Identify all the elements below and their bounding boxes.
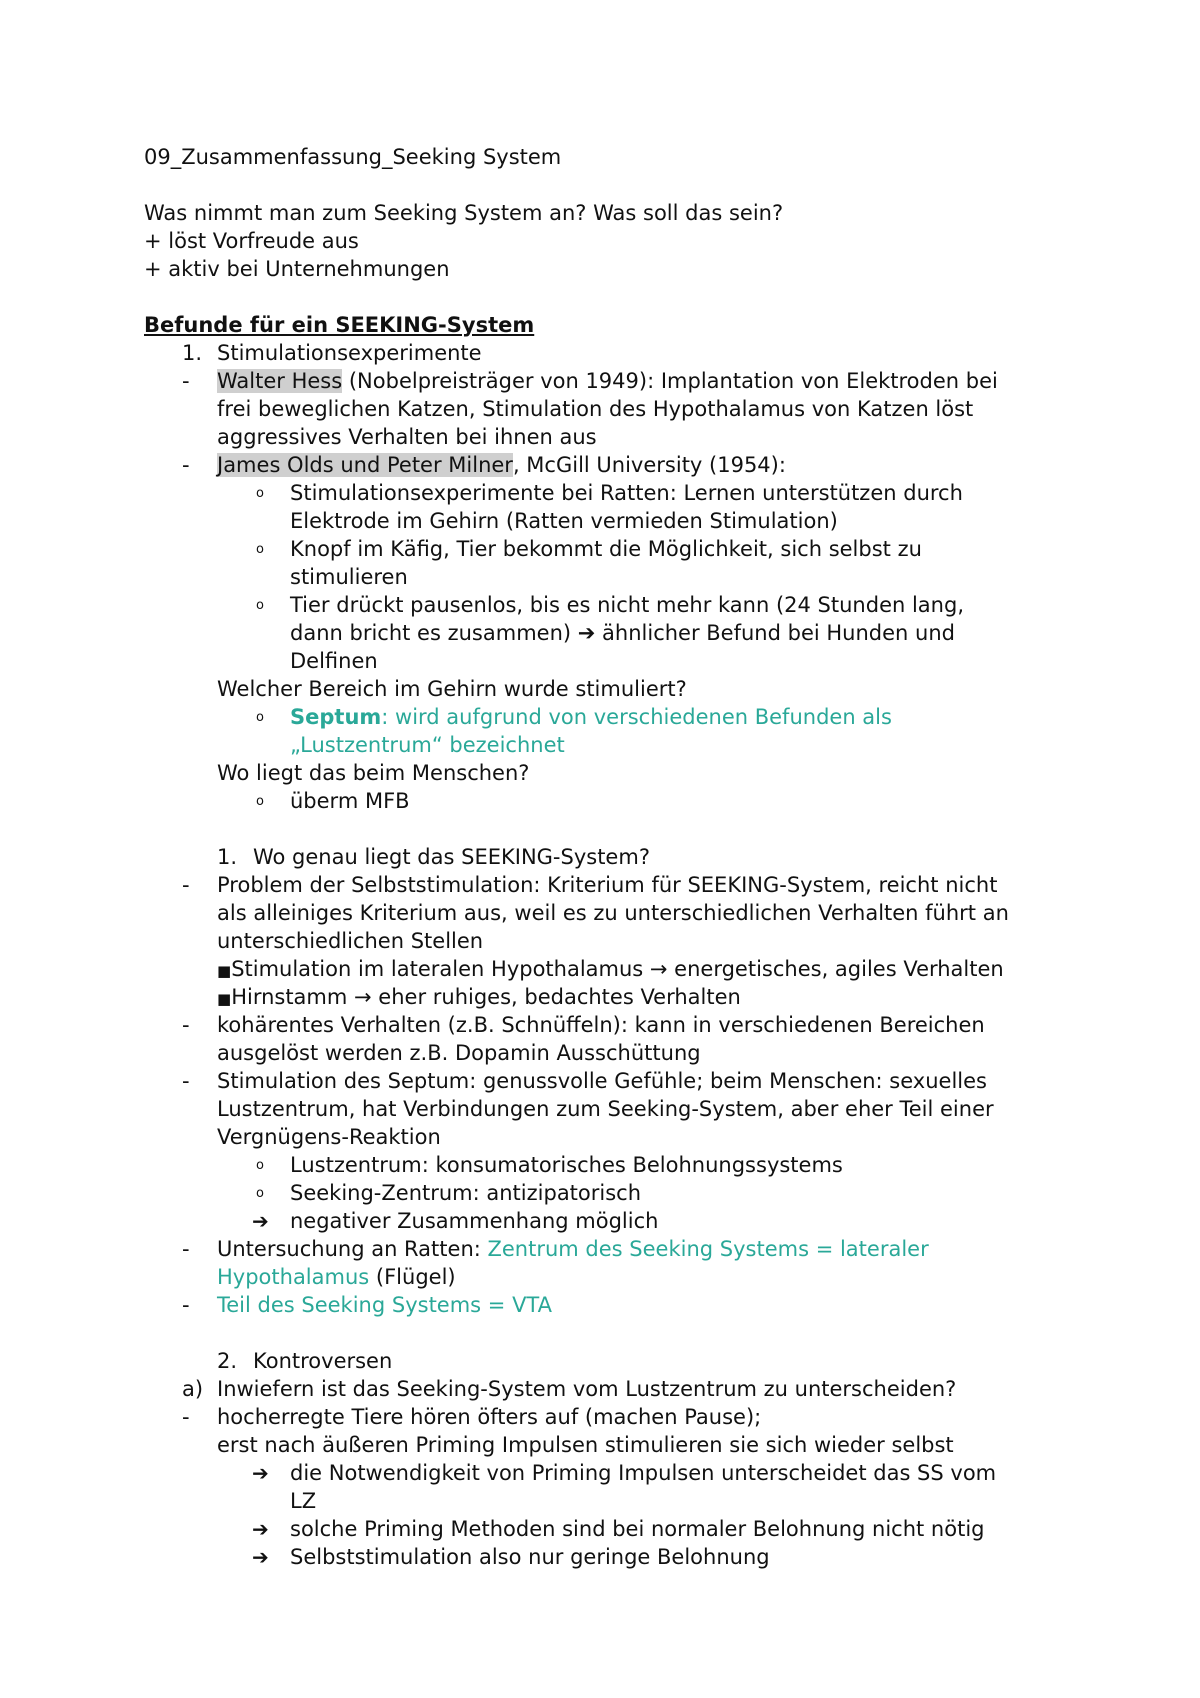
- dash-bullet: -: [182, 369, 190, 393]
- mfb-item: überm MFB: [290, 789, 410, 813]
- circle-bullet: o: [256, 486, 264, 501]
- erregt-line-1: hocherregte Tiere hören öfters auf (machen Pause);: [217, 1405, 762, 1429]
- sub-item-3-line-2: dann bricht es zusammen) ➔ ähnlicher Befund bei Hunden und: [290, 621, 955, 645]
- circle-bullet: o: [256, 542, 264, 557]
- square-item-2: ■Hirnstamm → eher ruhiges, bedachtes Verhalten: [217, 985, 741, 1009]
- square-bullet-icon: ■: [217, 962, 232, 980]
- intro-point-1: + löst Vorfreude aus: [144, 229, 359, 253]
- alpha-label: a): [182, 1377, 204, 1401]
- erregt-line-2: erst nach äußeren Priming Impulsen stimulieren sie sich wieder selbst: [217, 1433, 954, 1457]
- question-a: Inwiefern ist das Seeking-System vom Lustzentrum zu unterscheiden?: [217, 1377, 957, 1401]
- arrow-icon: ➔: [577, 621, 596, 645]
- olds-line-1: James Olds und Peter Milner, McGill University (1954):: [217, 453, 786, 477]
- ratten-line-2: Hypothalamus (Flügel): [217, 1265, 456, 1289]
- dash-bullet: -: [182, 453, 190, 477]
- question-human: Wo liegt das beim Menschen?: [217, 761, 530, 785]
- septum-stim-line-3: Vergnügens-Reaktion: [217, 1125, 441, 1149]
- priming-line-2: LZ: [290, 1489, 317, 1513]
- list-number: 2.: [217, 1349, 238, 1373]
- intro-question: Was nimmt man zum Seeking System an? Was soll das sein?: [144, 201, 784, 225]
- lustzentrum-item: Lustzentrum: konsumatorisches Belohnungssystems: [290, 1153, 843, 1177]
- sub-item-1-line-1: Stimulationsexperimente bei Ratten: Lernen unterstützen durch: [290, 481, 963, 505]
- list-number: 1.: [182, 341, 203, 365]
- septum-line-1: Septum: wird aufgrund von verschiedenen Befunden als: [290, 705, 892, 729]
- dash-bullet: -: [182, 1293, 190, 1317]
- dash-bullet: -: [182, 1405, 190, 1429]
- section-heading-befunde: Befunde für ein SEEKING-System: [144, 313, 535, 337]
- problem-line-2: als alleiniges Kriterium aus, weil es zu unterschiedlichen Verhalten führt an: [217, 901, 1009, 925]
- list-item-stimulationsexperimente: Stimulationsexperimente: [217, 341, 482, 365]
- vta-line: Teil des Seeking Systems = VTA: [217, 1293, 552, 1317]
- arrow-icon: ➔: [252, 1545, 269, 1569]
- septum-stim-line-2: Lustzentrum, hat Verbindungen zum Seeking-System, aber eher Teil einer: [217, 1097, 994, 1121]
- seeking-zentrum-item: Seeking-Zentrum: antizipatorisch: [290, 1181, 642, 1205]
- square-item-1: ■Stimulation im lateralen Hypothalamus → energetisches, agiles Verhalten: [217, 957, 1004, 981]
- arrow-icon: ➔: [252, 1461, 269, 1485]
- circle-bullet: o: [256, 794, 264, 809]
- circle-bullet: o: [256, 710, 264, 725]
- circle-bullet: o: [256, 1186, 264, 1201]
- sub-item-3-line-3: Delfinen: [290, 649, 378, 673]
- hess-line-1: Walter Hess (Nobelpreisträger von 1949): Implantation von Elektroden bei: [217, 369, 998, 393]
- ratten-line-1: Untersuchung an Ratten: Zentrum des Seeking Systems = lateraler: [217, 1237, 929, 1261]
- document-title: 09_Zusammenfassung_Seeking System: [144, 145, 562, 169]
- section-heading-wo-genau: Wo genau liegt das SEEKING-System?: [253, 845, 650, 869]
- hess-line-3: aggressives Verhalten bei ihnen aus: [217, 425, 597, 449]
- arrow-icon: ➔: [252, 1517, 269, 1541]
- arrow-item-negativ: negativer Zusammenhang möglich: [290, 1209, 659, 1233]
- highlight-walter-hess: Walter Hess: [217, 369, 343, 393]
- dash-bullet: -: [182, 1069, 190, 1093]
- coherent-line-1: kohärentes Verhalten (z.B. Schnüffeln): kann in verschiedenen Bereichen: [217, 1013, 985, 1037]
- septum-term: Septum: [290, 705, 382, 729]
- highlight-olds-milner: James Olds und Peter Milner: [217, 453, 513, 477]
- selbststimulation-line: Selbststimulation also nur geringe Belohnung: [290, 1545, 770, 1569]
- sub-item-2-line-1: Knopf im Käfig, Tier bekommt die Möglichkeit, sich selbst zu: [290, 537, 922, 561]
- circle-bullet: o: [256, 598, 264, 613]
- arrow-icon: ➔: [252, 1209, 269, 1233]
- problem-line-3: unterschiedlichen Stellen: [217, 929, 484, 953]
- dash-bullet: -: [182, 1237, 190, 1261]
- intro-point-2: + aktiv bei Unternehmungen: [144, 257, 450, 281]
- priming-line-1: die Notwendigkeit von Priming Impulsen unterscheidet das SS vom: [290, 1461, 997, 1485]
- septum-line-2: „Lustzentrum“ bezeichnet: [290, 733, 565, 757]
- coherent-line-2: ausgelöst werden z.B. Dopamin Ausschüttung: [217, 1041, 701, 1065]
- question-area: Welcher Bereich im Gehirn wurde stimuliert?: [217, 677, 687, 701]
- problem-line-1: Problem der Selbststimulation: Kriterium für SEEKING-System, reicht nicht: [217, 873, 998, 897]
- section-heading-kontroversen: Kontroversen: [253, 1349, 393, 1373]
- hess-line-2: frei beweglichen Katzen, Stimulation des Hypothalamus von Katzen löst: [217, 397, 974, 421]
- list-number: 1.: [217, 845, 238, 869]
- priming-methoden-line: solche Priming Methoden sind bei normaler Belohnung nicht nötig: [290, 1517, 985, 1541]
- sub-item-3-line-1: Tier drückt pausenlos, bis es nicht mehr kann (24 Stunden lang,: [290, 593, 964, 617]
- sub-item-2-line-2: stimulieren: [290, 565, 408, 589]
- sub-item-1-line-2: Elektrode im Gehirn (Ratten vermieden Stimulation): [290, 509, 838, 533]
- septum-stim-line-1: Stimulation des Septum: genussvolle Gefühle; beim Menschen: sexuelles: [217, 1069, 987, 1093]
- square-bullet-icon: ■: [217, 990, 232, 1008]
- circle-bullet: o: [256, 1158, 264, 1173]
- dash-bullet: -: [182, 1013, 190, 1037]
- dash-bullet: -: [182, 873, 190, 897]
